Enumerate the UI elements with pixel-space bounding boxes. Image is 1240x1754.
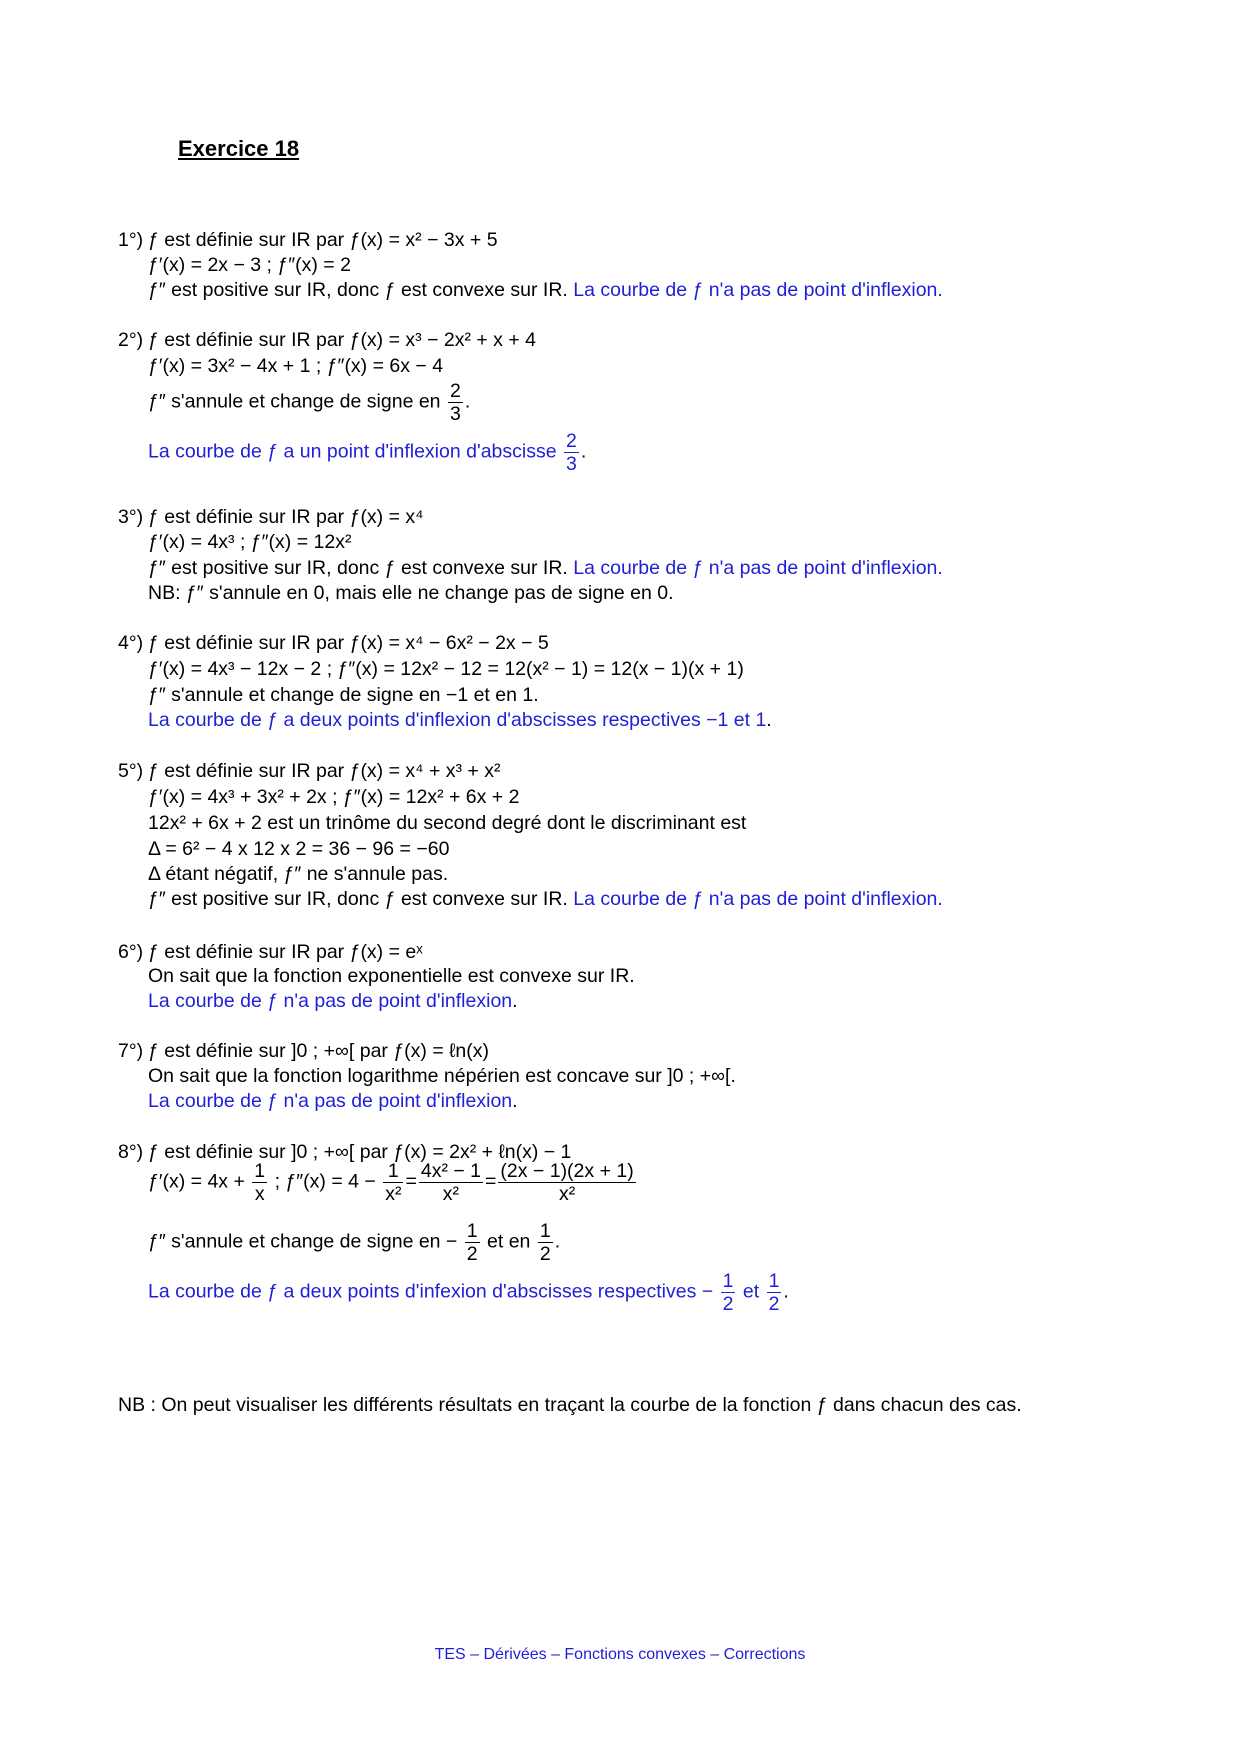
q1-convexity: ƒ″ est positive sur IR, donc ƒ est convexe sur IR. — [148, 279, 568, 301]
q8-equals-2: = — [485, 1170, 497, 1193]
q8-sign-frac-1 — [465, 1220, 480, 1265]
q1-conclusion — [148, 278, 943, 302]
q2-frac-numerator: 2 — [449, 380, 461, 402]
q2-derivatives: ƒ′(x) = 3x² − 4x + 1 ; ƒ″(x) = 6x − 4 — [148, 355, 444, 377]
q2-dot: . — [464, 390, 471, 413]
q8-frac4-numerator: (2x − 1)(2x + 1) — [500, 1160, 634, 1182]
q8-sign-frac2-numerator: 1 — [539, 1220, 551, 1242]
q3-definition: ƒ est définie sur IR par ƒ(x) = x⁴ — [148, 506, 424, 528]
q7-known: On sait que la fonction logarithme népérien est concave sur ]0 ; +∞[. — [148, 1065, 736, 1087]
q3-note: NB: ƒ″ s'annule en 0, mais elle ne change pas de signe en 0. — [148, 582, 674, 604]
q2-result-dot: . — [580, 440, 587, 463]
q6-dot: . — [512, 990, 518, 1012]
q8-derivatives — [148, 1160, 638, 1205]
q7-dot: . — [512, 1090, 518, 1112]
q8-result-frac2-denominator: 2 — [768, 1293, 780, 1315]
q8-sign-frac1-denominator: 2 — [466, 1243, 478, 1265]
q3-result: La courbe de ƒ n'a pas de point d'inflexion. — [567, 557, 943, 579]
q1-result: La courbe de ƒ n'a pas de point d'inflexion. — [567, 279, 943, 301]
q4-definition: ƒ est définie sur IR par ƒ(x) = x⁴ − 6x² − 2x − 5 — [148, 632, 549, 654]
exercise-title: Exercice 18 — [178, 136, 300, 161]
q2-frac-denominator: 3 — [449, 403, 461, 425]
q8-sign-change — [148, 1220, 560, 1265]
q4-result: La courbe de ƒ a deux points d'inflexion d'abscisses respectives −1 et 1 — [148, 709, 767, 731]
q8-sign-dot: . — [554, 1230, 561, 1253]
q8-frac-1-over-x2 — [383, 1160, 403, 1205]
q5-definition: ƒ est définie sur IR par ƒ(x) = x⁴ + x³ + x² — [148, 760, 501, 782]
q7-number: 7°) — [118, 1040, 144, 1062]
q8-number: 8°) — [118, 1141, 144, 1163]
q8-equals-1: = — [405, 1170, 417, 1193]
q8-frac1-numerator: 1 — [254, 1160, 266, 1182]
q2-sign-change — [148, 380, 470, 425]
q8-sign-frac1-numerator: 1 — [466, 1220, 478, 1242]
q5-conclusion — [148, 887, 943, 911]
q8-result-text: La courbe de ƒ a deux points d'infexion d'abscisses respectives − — [148, 1280, 714, 1303]
final-note: NB : On peut visualiser les différents résultats en traçant la courbe de la fonction ƒ dans chacun des cas. — [118, 1394, 1022, 1416]
q7-result-line — [148, 1089, 518, 1113]
q2-result-frac-denominator: 3 — [565, 453, 577, 475]
q6-result: La courbe de ƒ n'a pas de point d'inflexion — [148, 990, 513, 1012]
q6-definition: ƒ est définie sur IR par ƒ(x) = eˣ — [148, 941, 423, 963]
q5-trinome: 12x² + 6x + 2 est un trinôme du second degré dont le discriminant est — [148, 812, 747, 834]
q8-frac3-numerator: 4x² − 1 — [420, 1160, 482, 1182]
q3-convexity: ƒ″ est positive sur IR, donc ƒ est convexe sur IR. — [148, 557, 568, 579]
q5-convexity: ƒ″ est positive sur IR, donc ƒ est convexe sur IR. — [148, 888, 568, 910]
q8-result-frac-2 — [767, 1270, 782, 1315]
q8-sign-and: et en — [487, 1230, 531, 1253]
q8-sign-text: ƒ″ s'annule et change de signe en − — [148, 1230, 458, 1253]
q2-result — [148, 430, 586, 475]
q2-result-text: La courbe de ƒ a un point d'inflexion d'abscisse — [148, 440, 557, 463]
q8-first-derivative: ƒ′(x) = 4x + — [148, 1170, 245, 1193]
q4-sign-change: ƒ″ s'annule et change de signe en −1 et en 1. — [148, 684, 539, 706]
q8-result — [148, 1270, 789, 1315]
q1-number: 1°) — [118, 229, 144, 251]
q4-number: 4°) — [118, 632, 144, 654]
q2-sign-text: ƒ″ s'annule et change de signe en — [148, 390, 441, 413]
q8-frac-factored — [498, 1160, 635, 1205]
q4-derivatives: ƒ′(x) = 4x³ − 12x − 2 ; ƒ″(x) = 12x² − 12 = 12(x² − 1) = 12(x − 1)(x + 1) — [148, 658, 744, 680]
q8-sign-frac-2 — [538, 1220, 553, 1265]
q2-result-frac-numerator: 2 — [565, 430, 577, 452]
q5-discriminant: Δ = 6² − 4 x 12 x 2 = 36 − 96 = −60 — [148, 838, 450, 860]
q8-second-derivative: ; ƒ″(x) = 4 − — [274, 1170, 376, 1193]
q5-derivatives: ƒ′(x) = 4x³ + 3x² + 2x ; ƒ″(x) = 12x² + 6x + 2 — [148, 786, 520, 808]
q8-result-dot: . — [783, 1280, 789, 1303]
q7-definition: ƒ est définie sur ]0 ; +∞[ par ƒ(x) = ℓn(x) — [148, 1040, 490, 1062]
page-footer: TES – Dérivées – Fonctions convexes – Corrections — [434, 1646, 806, 1663]
q8-sign-frac2-denominator: 2 — [539, 1243, 551, 1265]
q8-frac2-numerator: 1 — [383, 1160, 403, 1183]
q8-frac-1-over-x — [252, 1160, 267, 1205]
q8-result-frac2-numerator: 1 — [768, 1270, 780, 1292]
q8-result-frac1-numerator: 1 — [722, 1270, 734, 1292]
q2-definition: ƒ est définie sur IR par ƒ(x) = x³ − 2x² + x + 4 — [148, 329, 537, 351]
q6-known: On sait que la fonction exponentielle est convexe sur IR. — [148, 965, 635, 987]
q4-dot: . — [766, 709, 772, 731]
q2-number: 2°) — [118, 329, 144, 351]
q6-result-line — [148, 989, 518, 1013]
q8-definition: ƒ est définie sur ]0 ; +∞[ par ƒ(x) = 2x² + ℓn(x) − 1 — [148, 1141, 572, 1163]
q3-derivatives: ƒ′(x) = 4x³ ; ƒ″(x) = 12x² — [148, 531, 352, 553]
q3-conclusion — [148, 556, 943, 580]
q8-frac4-denominator: x² — [558, 1183, 576, 1205]
q3-number: 3°) — [118, 506, 144, 528]
q8-frac1-denominator: x — [254, 1183, 265, 1205]
q8-result-frac1-denominator: 2 — [722, 1293, 734, 1315]
q4-result-line — [148, 708, 772, 732]
q8-result-frac-1 — [721, 1270, 736, 1315]
q8-frac3-denominator: x² — [442, 1183, 460, 1205]
q8-frac-combined — [419, 1160, 483, 1205]
q5-result: La courbe de ƒ n'a pas de point d'inflexion. — [567, 888, 943, 910]
q7-result: La courbe de ƒ n'a pas de point d'inflexion — [148, 1090, 513, 1112]
q8-frac2-denominator: x² — [385, 1183, 402, 1205]
q8-result-and: et — [742, 1280, 760, 1303]
q2-result-fraction — [564, 430, 579, 475]
q1-definition: ƒ est définie sur IR par ƒ(x) = x² − 3x + 5 — [148, 229, 498, 251]
q5-negative: Δ étant négatif, ƒ″ ne s'annule pas. — [148, 863, 449, 885]
q1-derivatives: ƒ′(x) = 2x − 3 ; ƒ″(x) = 2 — [148, 254, 351, 276]
q5-number: 5°) — [118, 760, 144, 782]
q2-fraction — [448, 380, 463, 425]
q6-number: 6°) — [118, 941, 144, 963]
